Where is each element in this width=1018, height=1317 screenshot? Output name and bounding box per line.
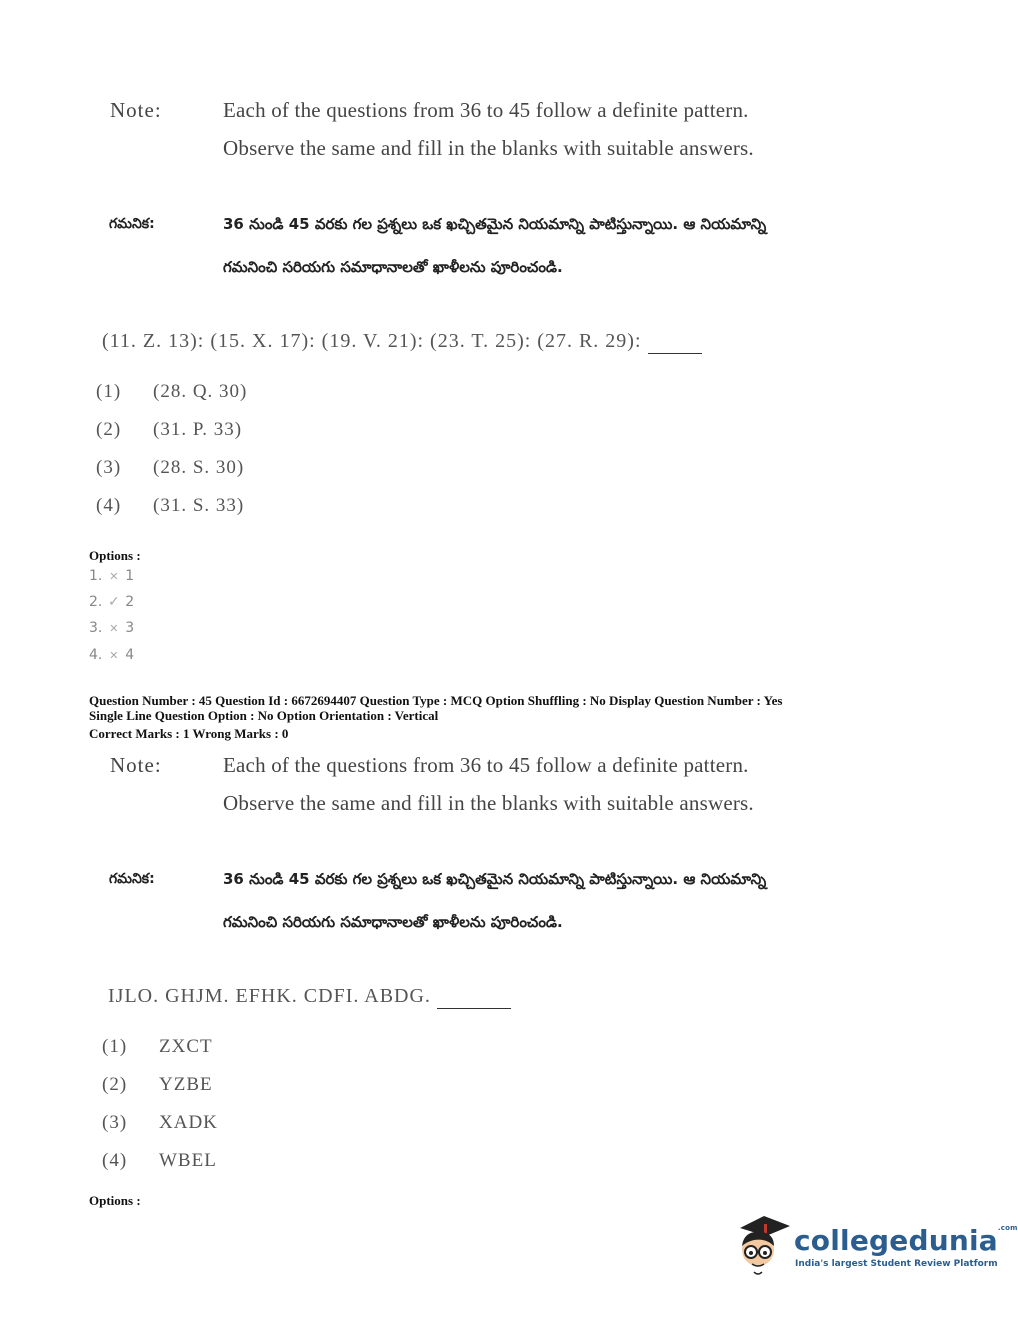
telugu-note-line-2: గమనించి సరియగు సమాధానాలతో ఖాళీలను పూరించండి. — [223, 913, 563, 931]
logo-tagline: India's largest Student Review Platform — [795, 1259, 998, 1269]
options-label: Options : — [89, 548, 141, 563]
choice-number: (3) — [96, 457, 122, 478]
option-value: 1 — [125, 568, 135, 584]
check-mark-icon: ✓ — [107, 594, 120, 610]
option-value: 3 — [125, 620, 135, 636]
note-label: Note: — [110, 753, 162, 777]
note-line-1: Each of the questions from 36 to 45 follow a definite pattern. — [223, 98, 749, 122]
choice-number: (4) — [102, 1150, 128, 1171]
wrong-mark-icon: ✕ — [109, 570, 119, 583]
collegedunia-logo[interactable] — [734, 1210, 1018, 1280]
logo-suffix: .com — [997, 1224, 1018, 1232]
option-value: 4 — [125, 647, 135, 663]
option-index: 4. — [89, 647, 103, 663]
telugu-note-label: గమనిక: — [109, 216, 155, 232]
option-row — [89, 594, 134, 610]
note-label: Note: — [110, 98, 162, 122]
choice-number: (4) — [96, 495, 122, 516]
question-text — [102, 330, 702, 354]
choice-value: XADK — [159, 1112, 218, 1133]
choice-value: (31. S. 33) — [153, 495, 245, 516]
choice-value: (28. Q. 30) — [153, 381, 248, 402]
options-label: Options : — [89, 1193, 141, 1208]
question-meta-line-1: Question Number : 45 Question Id : 6672694407 Question Type : MCQ Option Shuffling : No Display Question Number : Yes — [89, 693, 783, 708]
choice-value: (31. P. 33) — [153, 419, 243, 440]
choice-number: (1) — [96, 381, 122, 402]
question-sequence: IJLO. GHJM. EFHK. CDFI. ABDG. — [108, 985, 437, 1007]
telugu-note-line-2: గమనించి సరియగు సమాధానాలతో ఖాళీలను పూరించండి. — [223, 258, 563, 276]
mascot-icon — [734, 1212, 794, 1276]
note-line-2: Observe the same and fill in the blanks with suitable answers. — [223, 791, 754, 815]
question-text — [108, 985, 511, 1009]
option-row — [89, 647, 134, 663]
option-index: 1. — [89, 568, 103, 584]
choice-value: (28. S. 30) — [153, 457, 245, 478]
option-index: 2. — [89, 594, 103, 610]
question-sequence: (11. Z. 13): (15. X. 17): (19. V. 21): (23. T. 25): (27. R. 29): — [102, 330, 648, 352]
answer-blank — [648, 330, 702, 354]
choice-value: YZBE — [159, 1074, 213, 1095]
choice-value: WBEL — [159, 1150, 217, 1171]
choice-number: (2) — [96, 419, 122, 440]
question-meta-line-2: Single Line Question Option : No Option Orientation : Vertical — [89, 708, 439, 723]
telugu-note-line-1: 36 నుండి 45 వరకు గల ప్రశ్నలు ఒక ఖచ్చితమైన నియమాన్ని పాటిస్తున్నాయి. ఆ నియమాన్ని — [223, 215, 767, 233]
note-line-1: Each of the questions from 36 to 45 follow a definite pattern. — [223, 753, 749, 777]
logo-wordmark — [794, 1224, 1018, 1257]
telugu-note-label: గమనిక: — [109, 871, 155, 887]
option-value: 2 — [125, 594, 135, 610]
wrong-mark-icon: ✕ — [109, 649, 119, 662]
answer-blank — [437, 985, 511, 1009]
option-index: 3. — [89, 620, 103, 636]
logo-name: collegedunia — [794, 1224, 998, 1257]
choice-number: (3) — [102, 1112, 128, 1133]
wrong-mark-icon: ✕ — [109, 622, 119, 635]
choice-number: (2) — [102, 1074, 128, 1095]
telugu-note-line-1: 36 నుండి 45 వరకు గల ప్రశ్నలు ఒక ఖచ్చితమైన నియమాన్ని పాటిస్తున్నాయి. ఆ నియమాన్ని — [223, 870, 767, 888]
option-row — [89, 620, 134, 636]
choice-value: ZXCT — [159, 1036, 213, 1057]
choice-number: (1) — [102, 1036, 128, 1057]
option-row — [89, 568, 134, 584]
question-meta-line-3: Correct Marks : 1 Wrong Marks : 0 — [89, 726, 289, 741]
note-line-2: Observe the same and fill in the blanks with suitable answers. — [223, 136, 754, 160]
